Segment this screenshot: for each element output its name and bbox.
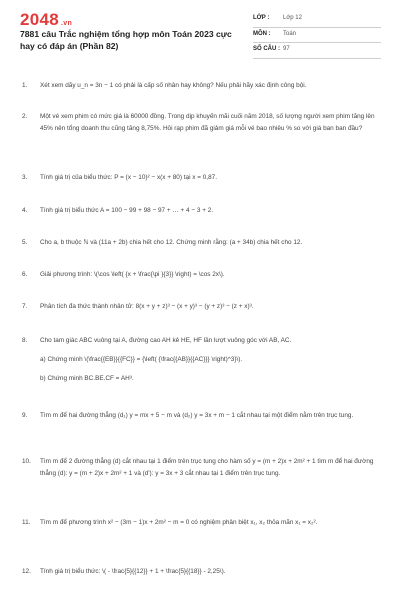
document-meta — [253, 12, 381, 59]
meta-row-subject: MÔN : Toán — [253, 28, 381, 44]
question-9: 9. Tìm m để hai đường thẳng (d₁) y = mx + 5 − m và (d₂) y = 3x + m − 1 cắt nhau tại một điểm nằm trên trục tung. — [22, 412, 354, 419]
question-12: 12. Tính giá trị biểu thức: \( - \frac{5}{{12}} + 1 + \frac{5}{{18}} - 2,25\). — [22, 568, 226, 575]
question-6: 6. Giải phương trình: \(\cos \left( {x + \frac{\pi }{3}} \right) = \cos 2x\). — [22, 271, 225, 278]
question-1: 1. Xét xem dãy u_n = 3n − 1 có phải là cấp số nhân hay không? Nếu phải hãy xác định công bội. — [22, 82, 307, 89]
question-8-part-b: b) Chứng minh BC.BE.CF = AH³. — [40, 375, 134, 382]
question-11: 11. Tìm m để phương trình x² − (3m − 1)x + 2m² − m = 0 có nghiệm phân biệt x₁, x₂ thỏa mãn x₁ = x₂². — [22, 519, 318, 526]
question-2: 2. Một vé xem phim có mức giá là 60000 đồng. Trong dịp khuyến mãi cuối năm 2018, số lượng người xem phim tăng lên 45% nên tổng doanh thu cũng tăng 8,75%. Hỏi rạp phim đã giảm giá mỗi vé bao nhiêu % so với giá ban ban đầu? — [22, 113, 375, 132]
question-3: 3. Tính giá trị của biểu thức: P = (x − 10)² − x(x + 80) tại x = 0,87. — [22, 174, 217, 181]
question-8: 8. Cho tam giác ABC vuông tại A, đường cao AH kẻ HE, HF lần lượt vuông góc với AB, AC. a) Chứng minh \(\frac{{EB}}{{FC}} = {\left( {\frac{{AB}}{{AC}}} \right)^3}\). b) Chứng minh BC.BE.CF = AH³. — [22, 335, 380, 385]
document-header — [0, 0, 400, 62]
meta-row-count: SỐ CÂU : 97 — [253, 43, 381, 59]
question-7: 7. Phân tích đa thức thành nhân tử: 8(x + y + z)³ − (x + y)³ − (y + z)³ − (z + x)³. — [22, 303, 254, 310]
document-title: 7881 câu Trắc nghiệm tổng hợp môn Toán 2023 cực hay có đáp án (Phần 82) — [20, 29, 232, 51]
question-10: 10. Tìm m để 2 đường thẳng (d) cắt nhau tại 1 điểm trên trục tung cho hàm số y = (m + 2)x + 2m² + 1 tìm m để hai đường thẳng (d): y = (m + 2)x + 2m² + 1 và (d'): y = 3x + 3 cắt nhau tại 1 điểm trên trục tung. — [22, 458, 374, 477]
question-5: 5. Cho a, b thuộc ℕ và (11a + 2b) chia hết cho 12. Chứng minh rằng: (a + 34b) chia hết cho 12. — [22, 239, 303, 246]
site-logo[interactable]: 2048 .vn — [20, 10, 73, 29]
question-8-part-a: a) Chứng minh \(\frac{{EB}}{{FC}} = {\left( {\frac{{AB}}{{AC}}} \right)^3}\). — [40, 356, 243, 363]
meta-row-class: LỚP : Lớp 12 — [253, 12, 381, 28]
question-4: 4. Tính giá trị biểu thức A = 100 − 99 + 98 − 97 + … + 4 − 3 + 2. — [22, 207, 214, 214]
